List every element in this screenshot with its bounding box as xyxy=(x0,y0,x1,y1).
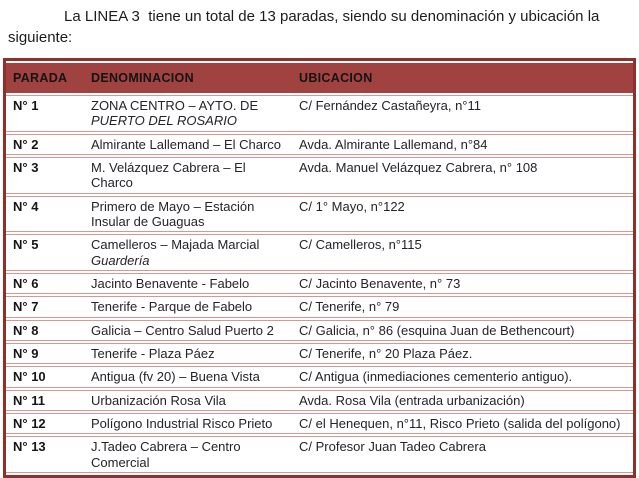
stop-number: N° 1 xyxy=(6,95,84,132)
stop-denomination: Tenerife - Parque de Fabelo xyxy=(84,296,292,317)
table-row xyxy=(6,296,633,317)
table-row xyxy=(6,320,633,341)
stop-location: C/ Antigua (inmediaciones cementerio antiguo). xyxy=(292,366,633,387)
stop-number: N° 2 xyxy=(6,134,84,155)
stop-location: C/ Profesor Juan Tadeo Cabrera xyxy=(292,436,633,473)
table-row xyxy=(6,436,633,473)
column-header-denominacion: DENOMINACION xyxy=(84,63,292,93)
stop-location: C/ Tenerife, n° 79 xyxy=(292,296,633,317)
stop-number: N° 10 xyxy=(6,366,84,387)
stop-number: N° 12 xyxy=(6,413,84,434)
stop-number: N° 11 xyxy=(6,390,84,411)
stops-table-container xyxy=(3,58,636,478)
stop-number: N° 4 xyxy=(6,196,84,233)
stop-denomination-text: Camelleros – Majada Marcial xyxy=(91,237,260,253)
table-row xyxy=(6,196,633,233)
stop-number: N° 9 xyxy=(6,343,84,364)
stop-denomination: Tenerife - Plaza Páez xyxy=(84,343,292,364)
stop-denomination-note: PUERTO DEL ROSARIO xyxy=(91,113,237,129)
table-row xyxy=(6,157,633,194)
stop-denomination xyxy=(84,95,292,132)
stop-location: C/ Galicia, n° 86 (esquina Juan de Bethencourt) xyxy=(292,320,633,341)
stop-denomination: J.Tadeo Cabrera – Centro Comercial xyxy=(84,436,292,473)
table-row xyxy=(6,413,633,434)
stop-denomination: M. Velázquez Cabrera – El Charco xyxy=(84,157,292,194)
stop-denomination xyxy=(84,234,292,271)
stop-denomination-note: Guardería xyxy=(91,252,150,268)
stop-denomination: Antigua (fv 20) – Buena Vista xyxy=(84,366,292,387)
stop-location: Avda. Manuel Velázquez Cabrera, n° 108 xyxy=(292,157,633,194)
stop-denomination: Almirante Lallemand – El Charco xyxy=(84,134,292,155)
stop-denomination: Urbanización Rosa Vila xyxy=(84,390,292,411)
table-row xyxy=(6,95,633,132)
stop-number: N° 5 xyxy=(6,234,84,271)
stop-number: N° 13 xyxy=(6,436,84,473)
stop-number: N° 7 xyxy=(6,296,84,317)
table-header-row xyxy=(6,63,633,93)
table-row xyxy=(6,390,633,411)
table-row xyxy=(6,343,633,364)
intro-paragraph: La LINEA 3 tiene un total de 13 paradas, siendo su denominación y ubicación la siguiente: xyxy=(8,8,604,46)
table-row xyxy=(6,134,633,155)
stop-location: C/ Jacinto Benavente, n° 73 xyxy=(292,273,633,294)
stop-denomination: Jacinto Benavente - Fabelo xyxy=(84,273,292,294)
stop-denomination: Galicia – Centro Salud Puerto 2 xyxy=(84,320,292,341)
table-row xyxy=(6,273,633,294)
stop-location: C/ Camelleros, n°115 xyxy=(292,234,633,271)
stop-location: C/ el Henequen, n°11, Risco Prieto (salida del polígono) xyxy=(292,413,633,434)
stop-denomination-text: ZONA CENTRO – AYTO. DE xyxy=(91,98,259,113)
stop-location: Avda. Rosa Vila (entrada urbanización) xyxy=(292,390,633,411)
table-row xyxy=(6,366,633,387)
stop-number: N° 6 xyxy=(6,273,84,294)
stops-table xyxy=(3,58,636,478)
stop-number: N° 3 xyxy=(6,157,84,194)
stop-location: C/ Tenerife, n° 20 Plaza Páez. xyxy=(292,343,633,364)
stop-denomination: Polígono Industrial Risco Prieto xyxy=(84,413,292,434)
stop-denomination: Primero de Mayo – Estación Insular de Guaguas xyxy=(84,196,292,233)
stop-location: Avda. Almirante Lallemand, n°84 xyxy=(292,134,633,155)
table-row xyxy=(6,234,633,271)
column-header-ubicacion: UBICACION xyxy=(292,63,633,93)
stop-location: C/ 1° Mayo, n°122 xyxy=(292,196,633,233)
stop-location: C/ Fernández Castañeyra, n°11 xyxy=(292,95,633,132)
stop-number: N° 8 xyxy=(6,320,84,341)
column-header-parada: PARADA xyxy=(6,63,84,93)
